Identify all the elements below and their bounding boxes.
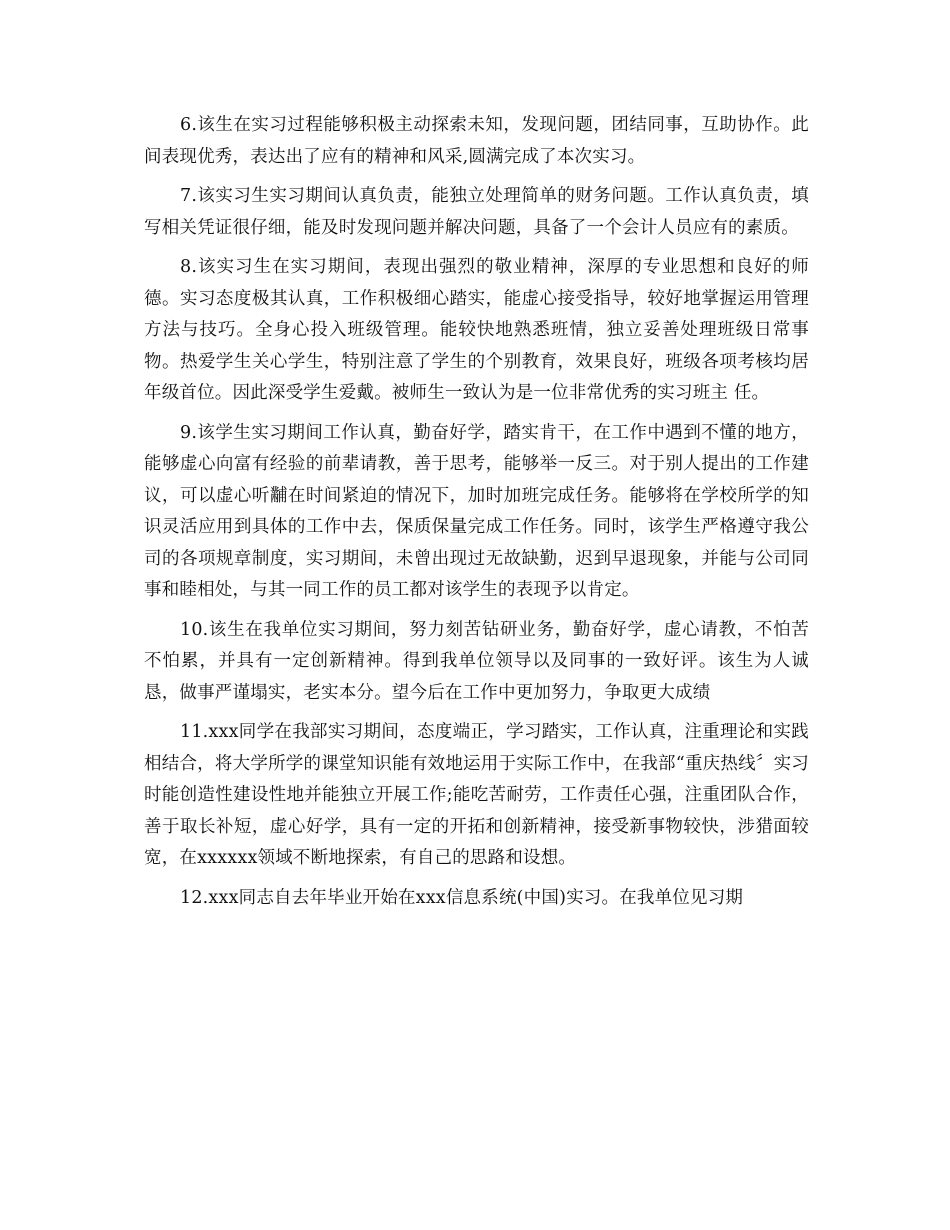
paragraph-10: 10.该生在我单位实习期间，努力刻苦钻研业务，勤奋好学，虚心请教，不怕苦不怕累，并具有一定创新精神。得到我单位领导以及同事的一致好评。该生为人诚恳，做事严谨塌实，老实本分。望今后在工作中更加努力，争取更大成绩	[144, 619, 809, 703]
paragraph-12: 12.xxx同志自去年毕业开始在xxx信息系统(中国)实习。在我单位见习期	[180, 887, 744, 908]
paragraph-9: 9.该学生实习期间工作认真，勤奋好学，踏实肯干，在工作中遇到不懂的地方，能够虚心向富有经验的前辈请教，善于思考，能够举一反三。对于别人提出的工作建议，可以虚心听黼在时间紧迫的情况下，加时加班完成任务。能够将在学校所学的知识灵活应用到具体的工作中去，保质保量完成工作任务。同时，该学生严格遵守我公司的各项规章制度，实习期间，未曾出现过无故缺勤，迟到早退现象，并能与公司同事和睦相处，与其一同工作的员工都对该学生的表现予以肯定。	[144, 422, 809, 600]
paragraph-6: 6.该生在实习过程能够积极主动探索未知，发现问题，团结同事，互助协作。此间表现优秀，表达出了应有的精神和风采,圆满完成了本次实习。	[144, 115, 809, 167]
paragraph-7: 7.该实习生实习期间认真负责，能独立处理简单的财务问题。工作认真负责，填写相关凭证很仔细，能及时发现问题并解决问题，具备了一个会计人员应有的素质。	[144, 186, 809, 238]
paragraph-11: 11.xxx同学在我部实习期间，态度端正，学习踏实，工作认真，注重理论和实践相结合，将大学所学的课堂知识能有效地运用于实际工作中，在我部“重庆热线〞实习时能创造性建设性地并能独立开展工作;能吃苦耐劳，工作责任心强，注重团队合作，善于取长补短，虚心好学，具有一定的开拓和创新精神，接受新事物较快，涉猎面较宽，在xxxxxx领域不断地探索，有自己的思路和设想。	[144, 722, 809, 868]
paragraph-8: 8.该实习生在实习期间，表现出强烈的敬业精神，深厚的专业思想和良好的师德。实习态度极其认真，工作积极细心踏实，能虚心接受指导，较好地掌握运用管理方法与技巧。全身心投入班级管理。能较快地熟悉班情，独立妥善处理班级日常事物。热爱学生关心学生，特别注意了学生的个别教育，效果良好，班级各项考核均居年级首位。因此深受学生爱戴。被师生一致认为是一位非常优秀的实习班主 任。	[144, 257, 809, 403]
document-body	[144, 110, 809, 922]
